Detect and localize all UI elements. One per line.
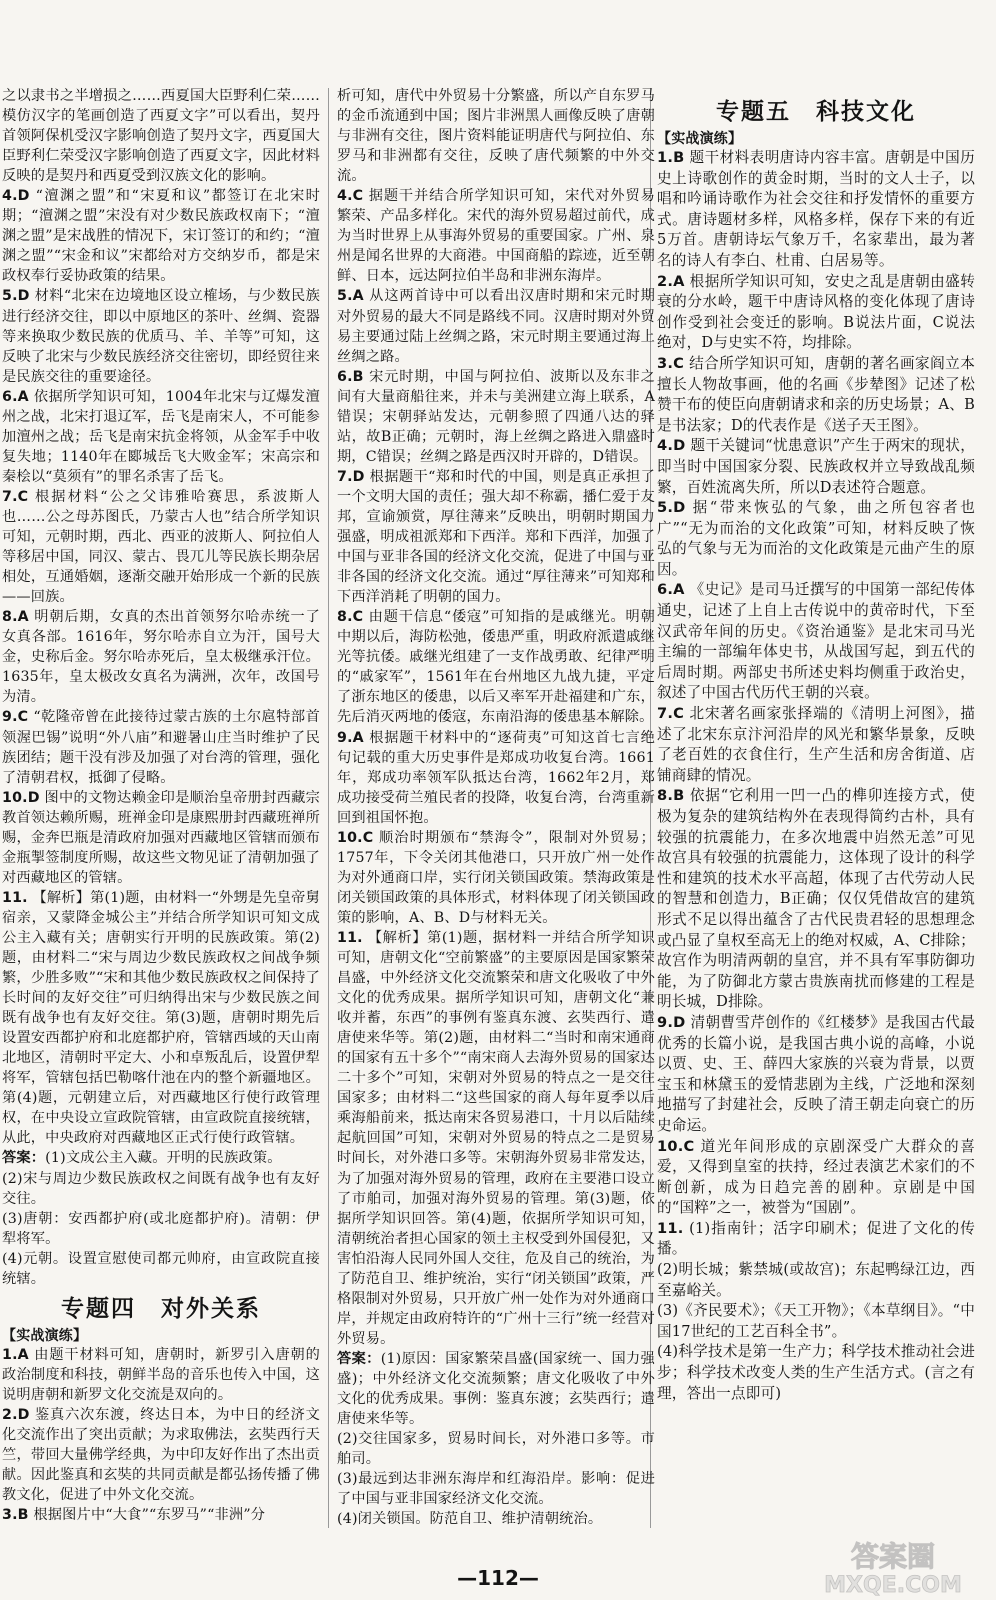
column-divider-1 <box>328 88 329 1528</box>
answer-number: 11. <box>657 1219 684 1237</box>
section-title: 专题五 科技文化 <box>716 99 916 125</box>
answer-item <box>2 707 320 787</box>
answer-number: 9.C <box>2 709 29 726</box>
answer-number: 2.D <box>2 1406 30 1423</box>
answer-text: 据“带来恢弘的气象，曲之所包容者也广”“无为而治的文化政策”可知，材料反映了恢弘的气象与无为而治的文化政策是元曲产生的原因。 <box>657 499 975 578</box>
answer-number: 5.A <box>337 288 364 305</box>
answer-number: 9.D <box>657 1013 686 1031</box>
answer-number: 6.B <box>337 368 364 385</box>
answer-item <box>657 1219 975 1260</box>
answer-text: 根据题干“郑和时代的中国，则是真正承担了一个文明大国的责任；强大却不称霸，播仁爱于友邦，宣谕颁赏，厚往薄来”反映出，明朝时期国力强盛，明成祖派郑和下西洋。郑和下西洋，加强了中国与亚非各国的经济文化交流，促进了中国与亚非各国的经济文化交流。通过“厚往薄来”可知郑和下西洋消耗了明朝的国力。 <box>337 468 655 606</box>
answer-text: 根据所学知识可知，安史之乱是唐朝由盛转衰的分水岭，题干中唐诗风格的变化体现了唐诗创作受到社会变迁的影响。B说法片面，C说法绝对，D与史实不符，均排除。 <box>657 272 975 352</box>
answer-number: 1.B <box>657 149 685 166</box>
answer-item <box>2 186 320 286</box>
answer-item <box>2 1345 320 1405</box>
watermark-graphic <box>798 1534 988 1596</box>
answer-number: 8.C <box>337 609 364 626</box>
answer-item <box>657 786 975 1013</box>
answer-item <box>657 704 975 786</box>
answer-number: 1.A <box>2 1346 29 1363</box>
answer-text: 根据题干材料中的“逐荷夷”可知这首七言绝句记载的重大历史事件是郑成功收复台湾。1661年，郑成功率领军队抵达台湾，1662年2月，郑成功接受荷兰殖民者的投降，收复台湾，台湾重新回到祖国怀抱。 <box>337 729 655 826</box>
answer-text: “澶渊之盟”和“宋夏和议”都签订在北宋时期；“澶渊之盟”宋没有对少数民族政权南下；“澶渊之盟”是宋战胜的情况下，宋订签订的和约；“澶渊之盟”“宋金和议”宋都给对方交纳岁币，都是宋政权奉行妥协政策的结果。 <box>2 188 320 285</box>
answer-number: 4.D <box>2 188 30 205</box>
answer-number: 10.C <box>657 1137 695 1155</box>
answer-line: (4)科学技术是第一生产力；科学技术推动社会进步；科学技术改变人类的生产生活方式。(言之有理，答出一点即可) <box>657 1343 975 1402</box>
answer-text: 依据“它利用一凹一凸的榫卯连接方式，使极为复杂的建筑结构外在表现得简约古朴，具有较强的抗震能力，在多次地震中岿然无恙”可见故宫具有较强的抗震能力，这体现了设计的科学性和建筑的技术水平高超，体现了古代劳动人民的智慧和创造力，B正确；仅仅凭借故宫的建筑形式不足以得出蕴含了古代民贵君轻的思想理念或凸显了皇权至高无上的绝对权威，A、C排除；故宫作为明清两朝的皇宫，并不具有军事防御功能，为了防御北方蒙古贵族南扰而修建的工程是明长城，D排除。 <box>657 787 976 1011</box>
answer-text: 清朝曹雪芹创作的《红楼梦》是我国古代最优秀的长篇小说，是我国古典小说的高峰，小说以贾、史、王、薛四大家族的兴衰为背景，以贾宝玉和林黛玉的爱情悲剧为主线，广泛地和深刻地描写了封建社会，反映了清王朝走向衰亡的历史命运。 <box>657 1013 975 1134</box>
answer-text: (1)指南针；活字印刷术；促进了文化的传播。 <box>657 1219 975 1258</box>
answer-item <box>337 928 655 1349</box>
answer-number: 3.B <box>2 1507 29 1524</box>
answer-text: 根据图片中“大食”“东罗马”“非洲”分 <box>33 1507 266 1524</box>
answer-label-line <box>337 1349 655 1429</box>
answer-text: 图中的文物达赖金印是顺治皇帝册封西藏宗教首领达赖所赐，班禅金印是康熙册封西藏班禅所赐，金奔巴瓶是清政府加强对西藏地区管辖而颁布金瓶掣签制度所赐，故这些文物见证了清朝加强了对西藏地区的管辖。 <box>2 789 320 886</box>
answer-number: 2.A <box>657 272 685 290</box>
answer-text: 《史记》是司马迁撰写的中国第一部纪传体通史，记述了上自上古传说中的黄帝时代，下至汉武帝年间的历史。《资治通鉴》是北宋司马光主编的一部编年体史书，从战国写起，到五代的后周时期。两部史书所述史料均侧重于政治史，叙述了中国古代历代王朝的兴衰。 <box>657 581 975 702</box>
answer-item <box>657 580 975 704</box>
column-1 <box>2 86 320 1525</box>
answer-list <box>337 186 655 1349</box>
answer-item <box>337 607 655 727</box>
watermark-url: MXQE.COM <box>824 1573 962 1596</box>
answer-text: 由题干材料可知，唐朝时，新罗引入唐朝的政治制度和科技，朝鲜半岛的音乐也传入中国，这说明唐朝和新罗文化交流是双向的。 <box>2 1346 320 1403</box>
answer-text: 北宋著名画家张择端的《清明上河图》，描述了北宋东京汴河沿岸的风光和繁华景象，反映了老百姓的衣食住行，生产生活和房舍街道、店铺商肆的情况。 <box>657 705 975 784</box>
answer-item <box>337 186 655 286</box>
answer-item <box>2 487 320 607</box>
answer-list <box>2 186 320 1148</box>
answer-item <box>2 387 320 487</box>
answer-number: 4.D <box>657 437 686 455</box>
answer-number: 8.A <box>2 609 29 626</box>
answer-line: (3)《齐民要术》；《天工开物》；《本草纲目》。“中国17世纪的工艺百科全书”。 <box>657 1302 975 1340</box>
answer-text: 结合所学知识可知，唐朝的著名画家阎立本擅长人物故事画，他的名画《步辇图》记述了松赞干布的使臣向唐朝请求和亲的历史场景；A、B是书法家；D的代表作是《送子天王图》。 <box>657 354 975 434</box>
answer-text: 从这两首诗中可以看出汉唐时期和宋元时期对外贸易的最大不同是路线不同。汉唐时期对外贸易主要通过陆上丝绸之路，宋元时期主要通过海上丝绸之路。 <box>337 288 655 365</box>
answer-number: 10.C <box>337 829 374 846</box>
answer-label-line <box>2 1148 320 1168</box>
answer-number: 8.B <box>657 787 685 805</box>
answer-item <box>657 1013 975 1137</box>
answer-label: 答案： <box>2 1150 46 1167</box>
answer-text: 材料“北宋在边境地区设立榷场，与少数民族进行经济交往，即以中原地区的茶叶、丝绸、瓷器等来换取少数民族的优质马、羊、羊等”可知，这反映了北宋与少数民族经济交往密切，即经贸往来是民族交往的重要途径。 <box>2 288 320 385</box>
watermark-logo <box>798 1534 988 1596</box>
answer-item <box>337 286 655 366</box>
answer-item <box>337 367 655 467</box>
answer-number: 4.C <box>337 188 364 205</box>
column-2 <box>337 86 655 1529</box>
practice-label: 【实战演练】 <box>657 131 743 147</box>
answer-number: 3.C <box>657 354 685 372</box>
answer-item <box>2 1405 320 1505</box>
answer-item <box>657 436 975 498</box>
answer-text: 鉴真六次东渡，终达日本，为中日的经济文化交流作出了突出贡献；为求取佛法，玄奘西行天竺，带回大量佛学经典，为中印友好作出了杰出贡献。因此鉴真和玄奘的共同贡献是都弘扬传播了佛教文化，促进了中外文化交流。 <box>2 1406 320 1504</box>
answer-item <box>2 286 320 386</box>
answer-line: (1)原因：国家繁荣昌盛(国家统一、国力强盛)；中外经济文化交流频繁；唐文化吸收了中外文化的优秀成果。事例：鉴真东渡；玄奘西行；遣唐使来华等。 <box>337 1350 655 1428</box>
watermark-logo-text: 答案圈 <box>850 1540 936 1573</box>
answer-item <box>657 1137 975 1219</box>
answer-text: 据题干并结合所学知识可知，宋代对外贸易繁荣、产品多样化。宋代的海外贸易超过前代，成为当时世界上从事海外贸易的重要国家。广州、泉州是闻名世界的大商港。中国商船的踪迹，近至朝鲜、日本，远达阿拉伯半岛和非洲东海岸。 <box>337 188 655 285</box>
answer-label: 答案： <box>337 1350 381 1367</box>
answer-item <box>657 498 975 580</box>
answer-item <box>2 607 320 707</box>
answer-line: (1)文成公主入藏。开明的民族政策。 <box>45 1150 282 1167</box>
answer-line: (4)元朝。设置宣慰使司都元帅府，由宣政院直接统辖。 <box>2 1250 320 1287</box>
answer-number: 5.D <box>2 288 30 305</box>
answer-line: (2)交往国家多，贸易时间长，对外港口多等。市舶司。 <box>337 1431 655 1468</box>
continued-text: 析可知，唐代中外贸易十分繁盛，所以产自东罗马的金币流通到中国；图片非洲黑人画像反映了唐朝与非洲有交往，图片资料能证明唐代与阿拉伯、东罗马和非洲都有交往，反映了唐代频繁的中外交流。 <box>337 88 655 185</box>
answer-text: 道光年间形成的京剧深受广大群众的喜爱，又得到皇室的扶持，经过表演艺术家们的不断创新，成为日趋完善的剧种。京剧是中国的“国粹”之一，被誉为“国剧”。 <box>657 1137 976 1217</box>
answer-text: 题干关键词“忧患意识”产生于两宋的现状，即当时中国国家分裂、民族政权并立导致战乱频繁，百姓流离失所，所以D表述符合题意。 <box>657 437 975 496</box>
answer-text: 【解析】第(1)题，据材料一并结合所学知识可知，唐朝文化“空前繁盛”的主要原因是国家繁荣昌盛，中外经济文化交流繁荣和唐文化吸收了中外文化的优秀成果。据所学知识可知，唐朝文化“兼收并蓄，东西”的事例有鉴真东渡、玄奘西行、遣唐使来华等。第(2)题，由材料二“当时和南宋通商的国家有五十多个”“南宋商人去海外贸易的国家达二十多个”可知，宋朝对外贸易的特点之一是交往国家多；由材料二“这些国家的商人每年夏季以后乘海船前来，抵达南宋各贸易港口，十月以后陆续起航回国”可知，宋朝对外贸易的特点之二是贸易时间长，对外港口多等。宋朝海外贸易非常发达，为了加强对海外贸易的管理，政府在主要港口设立了市舶司，加强对海外贸易的管理。第(3)题，依据所学知识回答。第(4)题，依据所学知识可知，清朝统治者担心国家的领土主权受到外国侵犯，又害怕沿海人民同外国人交往，危及自己的统治，为了防范自卫、维护统治，实行“闭关锁国”政策，严格限制对外贸易，只开放广州一处作为对外通商口岸，并规定由政府特许的“广州十三行”统一经营对外贸易。 <box>337 929 655 1347</box>
answer-item <box>337 467 655 607</box>
answer-number: 7.C <box>2 488 29 505</box>
answer-text: “乾隆帝曾在此接待过蒙古族的土尔扈特部首领渥巴锡”说明“外八庙”和避暑山庄当时维护了民族团结；题干没有涉及加强了对台湾的管理，强化了清朝君权，抵御了侵略。 <box>2 709 320 786</box>
answer-item <box>657 272 975 354</box>
answer-list <box>2 1345 320 1525</box>
answer-number: 9.A <box>337 729 364 746</box>
answer-text: 题干材料表明唐诗内容丰富。唐朝是中国历史上诗歌创作的黄金时期，当时的文人士子，以唱和吟诵诗歌作为社会交往和抒发情怀的重要方式。唐诗题材多样，风格多样，保存下来的有近5万首。唐朝诗坛气象万千，名家辈出，最为著名的诗人有李白、杜甫、白居易等。 <box>657 149 975 269</box>
answer-item <box>2 1505 320 1525</box>
answer-text: 【解析】第(1)题，由材料一“外甥是先皇帝舅宿亲，又蒙降金城公主”并结合所学知识可知文成公主入藏有关；唐朝实行开明的民族政策。第(2)题，由材料二“宋与周边少数民族政权之间战争频繁，少胜多败”“宋和其他少数民族政权之间保持了长时间的友好交往”可归纳得出宋与少数民族之间既有战争也有友好交往。第(3)题，唐朝时期先后设置安西都护府和北庭都护府，管辖西域的天山南北地区，清朝时平定大、小和卓叛乱后，设置伊犁将军，管辖包括巴勒喀什池在内的整个新疆地区。第(4)题，元朝建立后，对西藏地区行使行政管理权，在中央设立宣政院管辖，由宣政院直接统辖，从此，中央政府对西藏地区正式行使行政管辖。 <box>2 889 320 1147</box>
continued-text: 之以隶书之半增损之……西夏国大臣野利仁荣……模仿汉字的笔画创造了西夏文字”可以看出，契丹首领阿保机受汉字影响创造了契丹文字，西夏国大臣野利仁荣受汉字影响创造了西夏文字，因此材料反映的是契丹和西夏受到汉族文化的影响。 <box>2 88 320 185</box>
section-title: 专题四 对外关系 <box>61 1295 261 1322</box>
answer-list <box>657 148 975 1260</box>
answer-line: (3)唐朝：安西都护府(或北庭都护府)。清朝：伊犁将军。 <box>2 1210 320 1247</box>
answer-item <box>2 788 320 888</box>
answer-line: (2)宋与周边少数民族政权之间既有战争也有友好交往。 <box>2 1170 320 1207</box>
answer-text: 依据所学知识可知，1004年北宋与辽爆发澶州之战，北宋打退辽军，岳飞是南宋人，不可能参加澶州之战；岳飞是南宋抗金将领，从金军手中收复失地；1140年在郾城岳飞大败金军；宋高宗和秦桧以“莫须有”的罪名杀害了岳飞。 <box>2 388 320 485</box>
answer-text: 顺治时期颁布“禁海令”，限制对外贸易；1757年，下令关闭其他港口，只开放广州一处作为对外通商口岸，实行闭关锁国政策。禁海政策是闭关锁国政策的具体形式，材料体现了闭关锁国政策的影响，A、B、D与材料无关。 <box>337 829 655 926</box>
answer-number: 10.D <box>2 789 40 806</box>
answer-item <box>337 728 655 828</box>
answer-number: 6.A <box>657 581 685 599</box>
answer-text: 明朝后期，女真的杰出首领努尔哈赤统一了女真各部。1616年，努尔哈赤自立为汗，国号大金，史称后金。努尔哈赤死后，皇太极继承汗位。1635年，皇太极改女真名为满洲，次年，改国号为清。 <box>2 609 320 706</box>
answer-item <box>657 354 975 436</box>
answer-number: 5.D <box>657 499 686 517</box>
answer-text: 宋元时期，中国与阿拉伯、波斯以及东非之间有大量商船往来，并未与美洲建立海上联系，A错误；宋朝驿站发达，元朝参照了四通八达的驿站，故B正确；元朝时，海上丝绸之路进入鼎盛时期，C错误；丝绸之路是西汉时开辟的，D错误。 <box>337 368 655 465</box>
answer-line: (2)明长城；紫禁城(或故宫)；东起鸭绿江边，西至嘉峪关。 <box>657 1261 975 1299</box>
answer-number: 7.C <box>657 705 685 723</box>
answer-line: (3)最远到达非洲东海岸和红海沿岸。影响：促进了中国与亚非国家经济文化交流。 <box>337 1471 655 1508</box>
answer-text: 根据材料“公之父讳雅哈赛思，系波斯人也……公之母苏图氏，乃蒙古人也”结合所学知识可知，元朝时期，西北、西亚的波斯人、阿拉伯人等移居中国，同汉、蒙古、畏兀儿等民族长期杂居相处，互通婚姻，逐渐交融开始形成一个新的民族——回族。 <box>2 488 320 606</box>
answer-item <box>657 148 975 272</box>
answer-text: 由题干信息“倭寇”可知指的是戚继光。明朝中期以后，海防松弛，倭患严重，明政府派遣戚继光等抗倭。戚继光组建了一支作战勇敢、纪律严明的“戚家军”，1561年在台州地区九战九捷，平定了浙东地区的倭患，以后又率军开赴福建和广东，先后消灭两地的倭寇，东南沿海的倭患基本解除。 <box>337 609 655 726</box>
answer-number: 7.D <box>337 468 365 485</box>
answer-number: 11. <box>337 929 363 946</box>
answer-item <box>337 828 655 928</box>
answer-item <box>2 888 320 1149</box>
answer-number: 11. <box>2 889 28 906</box>
column-3 <box>657 92 975 1404</box>
answer-line: (4)闭关锁国。防范自卫、维护清朝统治。 <box>337 1511 603 1528</box>
practice-label: 【实战演练】 <box>2 1327 88 1344</box>
page-number: —112— <box>457 1566 539 1590</box>
answer-number: 6.A <box>2 388 29 405</box>
